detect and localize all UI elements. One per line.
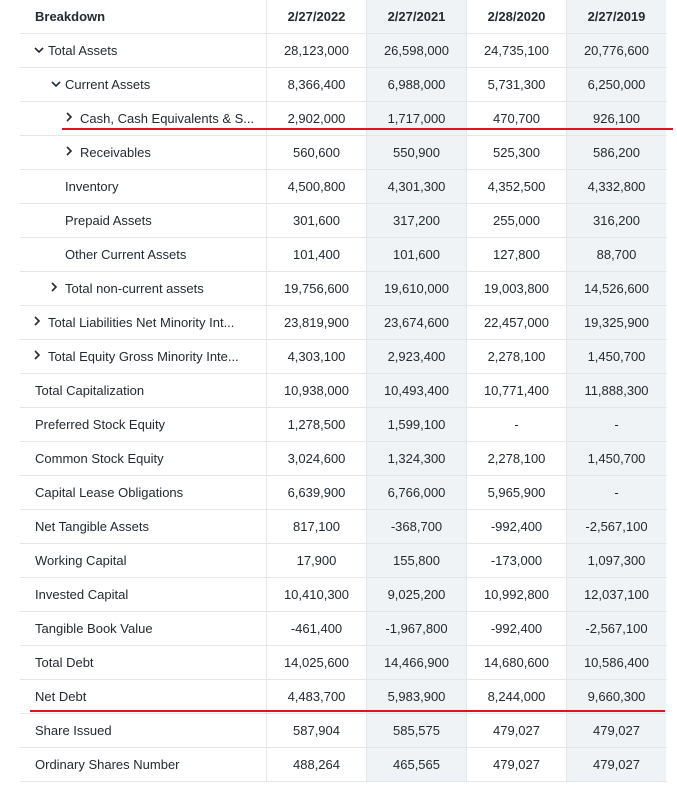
chevron-right-icon xyxy=(66,112,80,125)
balance-sheet-table xyxy=(20,0,667,782)
row-toggle-non-current-assets[interactable] xyxy=(20,272,266,305)
row-label: Preferred Stock Equity xyxy=(35,417,166,432)
row-value: 9,025,200 xyxy=(366,578,466,611)
row-value: 6,250,000 xyxy=(566,68,666,101)
row-label: Invested Capital xyxy=(35,587,129,602)
table-row xyxy=(20,238,667,272)
table-row xyxy=(20,170,667,204)
row-value: 6,639,900 xyxy=(266,476,366,509)
row-value: 17,900 xyxy=(266,544,366,577)
row-value: 19,003,800 xyxy=(466,272,566,305)
row-value: 3,024,600 xyxy=(266,442,366,475)
row-label: Total non-current assets xyxy=(65,281,204,296)
table-row xyxy=(20,442,667,476)
row-value: 560,600 xyxy=(266,136,366,169)
table-row xyxy=(20,612,667,646)
row-label: Receivables xyxy=(80,145,151,160)
row-label: Total Assets xyxy=(48,43,118,58)
table-row xyxy=(20,340,667,374)
row-value: 10,992,800 xyxy=(466,578,566,611)
row-value: - xyxy=(466,408,566,441)
row-value: 19,756,600 xyxy=(266,272,366,305)
row-toggle-total-equity[interactable] xyxy=(20,340,266,373)
row-value: 2,278,100 xyxy=(466,340,566,373)
row-value: 4,301,300 xyxy=(366,170,466,203)
row-value: 1,324,300 xyxy=(366,442,466,475)
row-toggle-receivables[interactable] xyxy=(20,136,266,169)
chevron-right-icon xyxy=(34,350,48,363)
row-value: 14,680,600 xyxy=(466,646,566,679)
row-label: Share Issued xyxy=(35,723,112,738)
row-value: 12,037,100 xyxy=(566,578,666,611)
table-row xyxy=(20,102,667,136)
row-value: -2,567,100 xyxy=(566,510,666,543)
row-label: Cash, Cash Equivalents & S... xyxy=(80,111,255,126)
row-value: 585,575 xyxy=(366,714,466,747)
row-toggle-total-assets[interactable] xyxy=(20,34,266,67)
row-value: 926,100 xyxy=(566,102,666,135)
row-value: 11,888,300 xyxy=(566,374,666,407)
row-value: 2,923,400 xyxy=(366,340,466,373)
row-value: 2,278,100 xyxy=(466,442,566,475)
row-toggle-total-liabilities[interactable] xyxy=(20,306,266,339)
row-value: 28,123,000 xyxy=(266,34,366,67)
row-value: 479,027 xyxy=(566,748,666,781)
row-value: 465,565 xyxy=(366,748,466,781)
column-header: 2/27/2021 xyxy=(366,0,466,33)
annotation-underline-net-debt xyxy=(30,710,665,712)
row-value: -2,567,100 xyxy=(566,612,666,645)
row-label: Tangible Book Value xyxy=(35,621,153,636)
row-value: 1,450,700 xyxy=(566,340,666,373)
row-value: 479,027 xyxy=(466,748,566,781)
table-row xyxy=(20,544,667,578)
table-row xyxy=(20,476,667,510)
row-value: - xyxy=(566,408,666,441)
row-value: 127,800 xyxy=(466,238,566,271)
row-value: - xyxy=(566,476,666,509)
row-value: 470,700 xyxy=(466,102,566,135)
row-value: 19,325,900 xyxy=(566,306,666,339)
row-value: 6,988,000 xyxy=(366,68,466,101)
annotation-underline-cash xyxy=(62,128,673,130)
row-label: Other Current Assets xyxy=(65,247,187,262)
chevron-right-icon xyxy=(34,316,48,329)
row-value: 5,731,300 xyxy=(466,68,566,101)
row-value: 19,610,000 xyxy=(366,272,466,305)
row-label: Inventory xyxy=(65,179,119,194)
row-label: Prepaid Assets xyxy=(65,213,152,228)
table-row xyxy=(20,68,667,102)
table-row xyxy=(20,748,667,782)
row-label: Capital Lease Obligations xyxy=(35,485,184,500)
row-value: 10,410,300 xyxy=(266,578,366,611)
row-value: -368,700 xyxy=(366,510,466,543)
row-value: 101,400 xyxy=(266,238,366,271)
row-value: 8,244,000 xyxy=(466,680,566,713)
table-header xyxy=(20,0,667,34)
row-value: 525,300 xyxy=(466,136,566,169)
table-row xyxy=(20,136,667,170)
table-row xyxy=(20,272,667,306)
row-value: -1,967,800 xyxy=(366,612,466,645)
row-value: 10,493,400 xyxy=(366,374,466,407)
row-value: 8,366,400 xyxy=(266,68,366,101)
chevron-down-icon xyxy=(51,79,65,91)
row-value: 88,700 xyxy=(566,238,666,271)
row-value: -992,400 xyxy=(466,612,566,645)
row-value: 22,457,000 xyxy=(466,306,566,339)
row-value: 10,771,400 xyxy=(466,374,566,407)
column-header: 2/27/2019 xyxy=(566,0,666,33)
table-row xyxy=(20,408,667,442)
row-toggle-current-assets[interactable] xyxy=(20,68,266,101)
row-value: 301,600 xyxy=(266,204,366,237)
row-value: 2,902,000 xyxy=(266,102,366,135)
row-value: 6,766,000 xyxy=(366,476,466,509)
row-value: 1,278,500 xyxy=(266,408,366,441)
column-header: 2/27/2022 xyxy=(266,0,366,33)
column-header: 2/28/2020 xyxy=(466,0,566,33)
row-value: 4,352,500 xyxy=(466,170,566,203)
table-row xyxy=(20,714,667,748)
table-row xyxy=(20,374,667,408)
row-value: 4,483,700 xyxy=(266,680,366,713)
row-value: 4,332,800 xyxy=(566,170,666,203)
row-value: 10,938,000 xyxy=(266,374,366,407)
chevron-right-icon xyxy=(66,146,80,159)
table-row xyxy=(20,510,667,544)
row-value: 1,450,700 xyxy=(566,442,666,475)
table-row xyxy=(20,204,667,238)
row-value: -992,400 xyxy=(466,510,566,543)
row-value: 5,965,900 xyxy=(466,476,566,509)
row-label: Working Capital xyxy=(35,553,127,568)
row-value: -173,000 xyxy=(466,544,566,577)
row-label: Total Liabilities Net Minority Int... xyxy=(48,315,235,330)
row-value: 5,983,900 xyxy=(366,680,466,713)
row-label: Net Tangible Assets xyxy=(35,519,149,534)
row-value: 14,526,600 xyxy=(566,272,666,305)
row-value: 488,264 xyxy=(266,748,366,781)
row-value: 101,600 xyxy=(366,238,466,271)
row-value: 14,025,600 xyxy=(266,646,366,679)
row-label: Net Debt xyxy=(35,689,87,704)
row-value: 316,200 xyxy=(566,204,666,237)
row-label: Total Equity Gross Minority Inte... xyxy=(48,349,239,364)
row-label: Total Capitalization xyxy=(35,383,145,398)
row-label: Ordinary Shares Number xyxy=(35,757,180,772)
chevron-right-icon xyxy=(51,282,65,295)
row-value: 4,303,100 xyxy=(266,340,366,373)
row-value: 586,200 xyxy=(566,136,666,169)
row-value: 587,904 xyxy=(266,714,366,747)
row-value: 1,097,300 xyxy=(566,544,666,577)
row-value: 4,500,800 xyxy=(266,170,366,203)
row-value: 479,027 xyxy=(466,714,566,747)
table-row xyxy=(20,680,667,714)
row-value: 1,599,100 xyxy=(366,408,466,441)
row-value: 9,660,300 xyxy=(566,680,666,713)
row-value: 23,819,900 xyxy=(266,306,366,339)
row-value: 23,674,600 xyxy=(366,306,466,339)
table-row xyxy=(20,306,667,340)
row-value: 317,200 xyxy=(366,204,466,237)
row-value: 14,466,900 xyxy=(366,646,466,679)
breakdown-header: Breakdown xyxy=(35,9,106,24)
table-row xyxy=(20,34,667,68)
row-value: 24,735,100 xyxy=(466,34,566,67)
row-value: -461,400 xyxy=(266,612,366,645)
row-value: 10,586,400 xyxy=(566,646,666,679)
row-value: 817,100 xyxy=(266,510,366,543)
row-toggle-cash[interactable] xyxy=(20,102,266,135)
row-label: Common Stock Equity xyxy=(35,451,164,466)
row-value: 255,000 xyxy=(466,204,566,237)
row-value: 479,027 xyxy=(566,714,666,747)
row-value: 550,900 xyxy=(366,136,466,169)
chevron-down-icon xyxy=(34,45,48,57)
row-value: 20,776,600 xyxy=(566,34,666,67)
row-value: 155,800 xyxy=(366,544,466,577)
row-value: 1,717,000 xyxy=(366,102,466,135)
row-value: 26,598,000 xyxy=(366,34,466,67)
table-row xyxy=(20,646,667,680)
table-row xyxy=(20,578,667,612)
row-label: Total Debt xyxy=(35,655,94,670)
row-label: Current Assets xyxy=(65,77,151,92)
